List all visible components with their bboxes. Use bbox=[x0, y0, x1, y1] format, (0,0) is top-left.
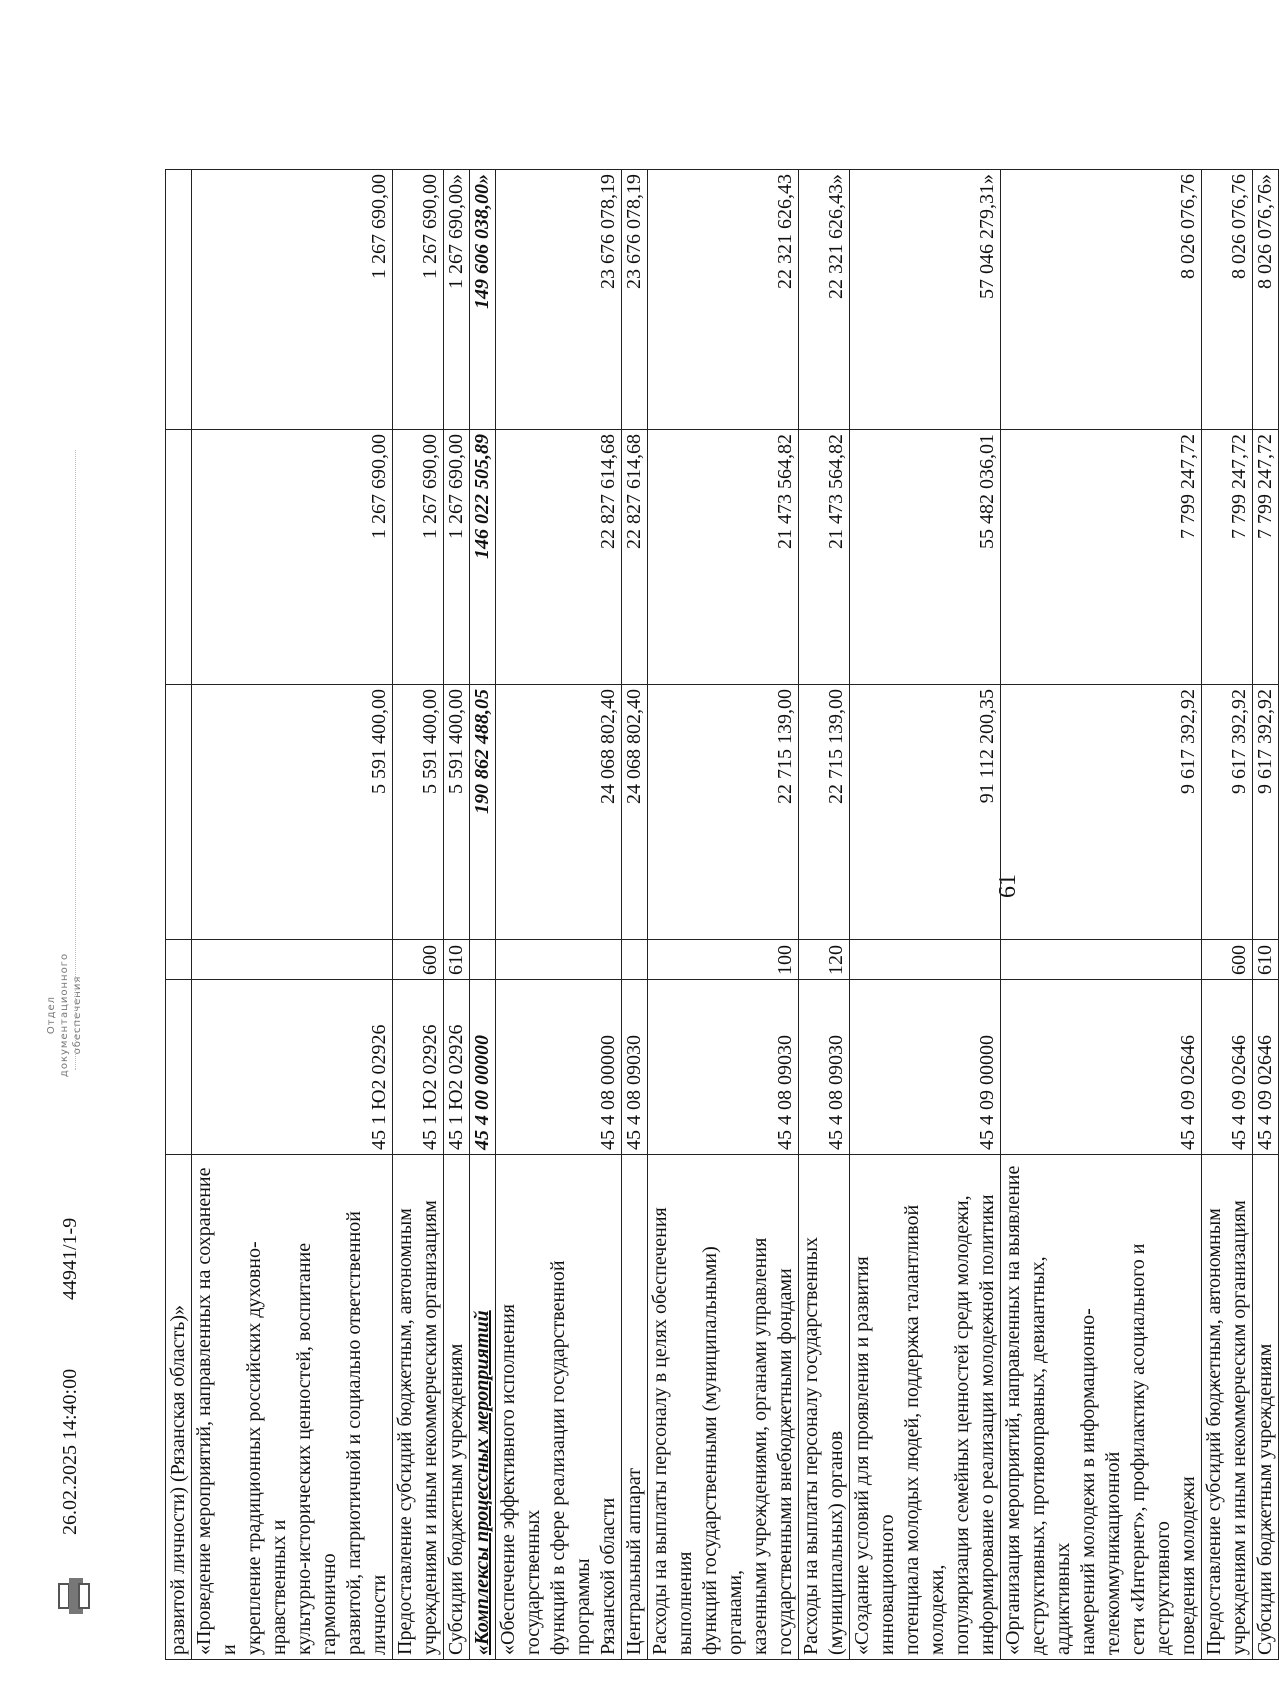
rotated-page bbox=[5, 120, 1276, 1660]
row-expense-type: 600 bbox=[1202, 940, 1253, 980]
row-name bbox=[622, 1155, 648, 1660]
row-code: 45 4 09 02646 bbox=[1202, 980, 1253, 1155]
row-value-2025: 22 715 139,00 bbox=[648, 685, 799, 940]
row-value-2026: 22 827 614,68 bbox=[622, 430, 648, 685]
row-value-2025: 5 591 400,00 bbox=[192, 685, 393, 940]
row-name-line: «Проведение мероприятий, направленных на сохранение и bbox=[193, 1167, 240, 1655]
row-value-2027: 22 321 626,43 bbox=[648, 170, 799, 430]
row-name bbox=[1202, 1155, 1253, 1660]
footer-doc-number: 44941/1-9 bbox=[59, 1217, 81, 1300]
row-value-2027: 1 267 690,00 bbox=[393, 170, 444, 430]
row-value-2027: 8 026 076,76» bbox=[1253, 170, 1279, 430]
table-row bbox=[470, 170, 496, 1660]
row-code: 45 4 00 00000 bbox=[470, 980, 496, 1155]
row-value-2026: 7 799 247,72 bbox=[1253, 430, 1279, 685]
row-name-line: функций государственными (муниципальными) органами, bbox=[699, 1246, 746, 1655]
row-expense-type: 100 bbox=[648, 940, 799, 980]
row-value-2026: 7 799 247,72 bbox=[1001, 430, 1202, 685]
row-name-line: Расходы на выплаты персоналу в целях обеспечения выполнения bbox=[649, 1207, 696, 1655]
row-value-2026: 21 473 564,82 bbox=[648, 430, 799, 685]
row-value-2025: 9 617 392,92 bbox=[1001, 685, 1202, 940]
row-expense-type bbox=[622, 940, 648, 980]
row-name-line: «Организация мероприятий, направленных на выявление bbox=[1002, 1165, 1024, 1655]
row-name-line: Центральный аппарат bbox=[623, 1467, 645, 1655]
budget-table-body bbox=[166, 170, 1279, 1660]
row-name bbox=[799, 1155, 850, 1660]
row-name bbox=[1001, 1155, 1202, 1660]
table-row bbox=[1253, 170, 1279, 1660]
row-expense-type bbox=[470, 940, 496, 980]
row-name-line: потенциала молодых людей, поддержка талантливой молодежи, bbox=[901, 1204, 948, 1655]
table-row bbox=[444, 170, 470, 1660]
row-value-2026: 1 267 690,00 bbox=[393, 430, 444, 685]
row-value-2027: 23 676 078,19 bbox=[622, 170, 648, 430]
row-name-line: Рязанской области bbox=[597, 1497, 619, 1655]
row-expense-type: 610 bbox=[444, 940, 470, 980]
row-name bbox=[470, 1155, 496, 1660]
row-value-2027: 23 676 078,19 bbox=[496, 170, 622, 430]
row-name-line: деструктивных, противоправных, девиантных, аддиктивных bbox=[1027, 1256, 1074, 1655]
stamp-line-1: Отдел документационного bbox=[46, 952, 70, 1078]
row-value-2026: 7 799 247,72 bbox=[1202, 430, 1253, 685]
row-name-line: Предоставление субсидий бюджетным, автономным bbox=[394, 1208, 416, 1655]
row-name bbox=[1253, 1155, 1279, 1660]
row-code: 45 4 09 02646 bbox=[1001, 980, 1202, 1155]
row-value-2025: 5 591 400,00 bbox=[444, 685, 470, 940]
table-row bbox=[166, 170, 192, 1660]
row-value-2025: 9 617 392,92 bbox=[1202, 685, 1253, 940]
row-value-2027: 1 267 690,00» bbox=[444, 170, 470, 430]
row-code bbox=[166, 980, 192, 1155]
table-row bbox=[496, 170, 622, 1660]
row-expense-type: 610 bbox=[1253, 940, 1279, 980]
row-name-line: информирование о реализации молодежной политики bbox=[976, 1194, 998, 1655]
row-name-line: учреждениям и иным некоммерческим организациям bbox=[1228, 1200, 1250, 1655]
scan-artifact-divider bbox=[75, 450, 78, 1070]
row-value-2027: 8 026 076,76 bbox=[1202, 170, 1253, 430]
row-name-line: «Создание условий для проявления и развития инновационного bbox=[851, 1256, 898, 1655]
row-value-2025: 22 715 139,00 bbox=[799, 685, 850, 940]
row-expense-type bbox=[192, 940, 393, 980]
row-name bbox=[393, 1155, 444, 1660]
row-value-2026: 22 827 614,68 bbox=[496, 430, 622, 685]
row-code: 45 4 08 09030 bbox=[799, 980, 850, 1155]
row-value-2025: 24 068 802,40 bbox=[496, 685, 622, 940]
row-name-line: Субсидии бюджетным учреждениям bbox=[445, 1343, 467, 1655]
row-code: 45 1 Ю2 02926 bbox=[192, 980, 393, 1155]
row-code: 45 1 Ю2 02926 bbox=[444, 980, 470, 1155]
row-name-line: казенными учреждениями, органами управления bbox=[749, 1237, 771, 1655]
row-value-2026: 1 267 690,00 bbox=[444, 430, 470, 685]
row-name bbox=[496, 1155, 622, 1660]
row-code: 45 4 08 09030 bbox=[648, 980, 799, 1155]
row-name-line: Расходы на выплаты персоналу государственных bbox=[800, 1236, 822, 1655]
printer-icon bbox=[57, 1576, 91, 1616]
row-code: 45 4 09 00000 bbox=[850, 980, 1001, 1155]
row-value-2026: 21 473 564,82 bbox=[799, 430, 850, 685]
row-value-2027: 22 321 626,43» bbox=[799, 170, 850, 430]
row-value-2025: 24 068 802,40 bbox=[622, 685, 648, 940]
row-value-2025: 190 862 488,05 bbox=[470, 685, 496, 940]
row-expense-type bbox=[850, 940, 1001, 980]
row-expense-type: 120 bbox=[799, 940, 850, 980]
row-value-2026: 1 267 690,00 bbox=[192, 430, 393, 685]
row-name bbox=[648, 1155, 799, 1660]
row-value-2025: 9 617 392,92 bbox=[1253, 685, 1279, 940]
row-code: 45 1 Ю2 02926 bbox=[393, 980, 444, 1155]
row-value-2026: 55 482 036,01 bbox=[850, 430, 1001, 685]
table-row bbox=[648, 170, 799, 1660]
row-name-line: сети «Интернет», профилактику асоциального и деструктивного bbox=[1127, 1243, 1174, 1655]
row-value-2026 bbox=[166, 430, 192, 685]
row-name-line: функций в сфере реализации государственной программы bbox=[547, 1260, 594, 1655]
row-expense-type bbox=[1001, 940, 1202, 980]
row-code: 45 4 08 00000 bbox=[496, 980, 622, 1155]
budget-table bbox=[165, 169, 1279, 1660]
row-name-line: «Обеспечение эффективного исполнения государственных bbox=[497, 1304, 544, 1655]
row-name bbox=[166, 1155, 192, 1660]
row-name-line: (муниципальных) органов bbox=[825, 1430, 847, 1655]
row-code: 45 4 09 02646 bbox=[1253, 980, 1279, 1155]
row-name-line: укрепление традиционных российских духовно-нравственных и bbox=[243, 1241, 290, 1655]
row-expense-type: 600 bbox=[393, 940, 444, 980]
row-value-2025 bbox=[166, 685, 192, 940]
department-stamp bbox=[45, 940, 84, 1090]
row-value-2027: 57 046 279,31» bbox=[850, 170, 1001, 430]
page-number: 61 bbox=[995, 874, 1021, 898]
table-row bbox=[393, 170, 444, 1660]
stamp-line-2: обеспечения bbox=[72, 975, 83, 1055]
row-name-line: поведения молодежи bbox=[1177, 1476, 1199, 1655]
row-name-line: развитой, патриотичной и социально ответственной личности bbox=[343, 1211, 390, 1655]
row-code: 45 4 08 09030 bbox=[622, 980, 648, 1155]
table-row bbox=[622, 170, 648, 1660]
row-value-2027: 8 026 076,76 bbox=[1001, 170, 1202, 430]
row-value-2027: 1 267 690,00 bbox=[192, 170, 393, 430]
page-footer bbox=[45, 430, 105, 1630]
table-row bbox=[192, 170, 393, 1660]
table-row bbox=[1202, 170, 1253, 1660]
row-name-line: развитой личности) (Рязанская область)» bbox=[167, 1304, 189, 1655]
row-name-line: государственными внебюджетными фондами bbox=[774, 1268, 796, 1655]
row-name-line: Субсидии бюджетным учреждениям bbox=[1254, 1343, 1276, 1655]
row-name bbox=[444, 1155, 470, 1660]
row-name-line: популяризация семейных ценностей среди молодежи, bbox=[951, 1195, 973, 1655]
row-name bbox=[850, 1155, 1001, 1660]
row-name-line: намерений молодежи в информационно-телекоммуникационной bbox=[1077, 1308, 1124, 1655]
row-value-2025: 5 591 400,00 bbox=[393, 685, 444, 940]
row-value-2027: 149 606 038,00» bbox=[470, 170, 496, 430]
row-value-2025: 91 112 200,35 bbox=[850, 685, 1001, 940]
row-value-2027 bbox=[166, 170, 192, 430]
row-expense-type bbox=[496, 940, 622, 980]
table-row bbox=[850, 170, 1001, 1660]
row-name-line: Предоставление субсидий бюджетным, автономным bbox=[1203, 1208, 1225, 1655]
table-row bbox=[1001, 170, 1202, 1660]
row-name bbox=[192, 1155, 393, 1660]
table-row bbox=[799, 170, 850, 1660]
row-name-line: культурно-исторических ценностей, воспитание гармонично bbox=[293, 1242, 340, 1655]
footer-date: 26.02.2025 14:40:00 bbox=[59, 1368, 81, 1535]
row-value-2026: 146 022 505,89 bbox=[470, 430, 496, 685]
row-name-line: «Комплексы процессных мероприятий bbox=[471, 1310, 493, 1655]
row-expense-type bbox=[166, 940, 192, 980]
row-name-line: учреждениям и иным некоммерческим организациям bbox=[419, 1200, 441, 1655]
